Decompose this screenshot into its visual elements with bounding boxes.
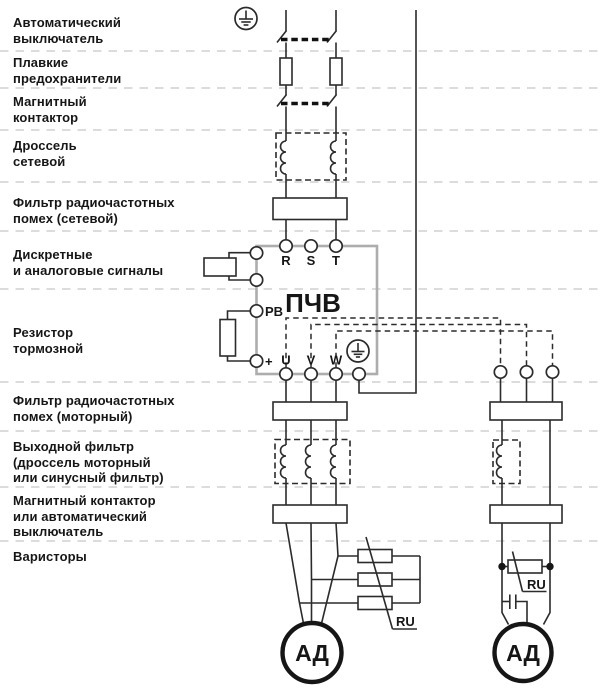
rfi-filter-motor-1	[273, 402, 347, 420]
output-filter-1	[275, 440, 350, 484]
motor-2-label: АД	[506, 640, 540, 666]
varistor-motor2-label: RU	[527, 577, 546, 592]
motor-2	[495, 624, 552, 681]
motor-1	[283, 623, 342, 682]
brake-resistor-symbol	[220, 311, 250, 361]
motor2-terminals	[494, 366, 558, 378]
motor-1-label: АД	[295, 640, 329, 666]
label-brake-resistor: Резистор тормозной	[13, 325, 84, 356]
varistor-bank	[300, 537, 421, 629]
motor-contactor-2	[490, 505, 562, 523]
label-contactor: Магнитный контактор	[13, 94, 87, 125]
label-fuses: Плавкие предохранители	[13, 55, 122, 86]
label-signals: Дискретные и аналоговые сигналы	[13, 247, 164, 278]
contactor-symbol	[277, 95, 337, 107]
circuit-breaker-symbol	[277, 31, 337, 43]
ground-icon	[235, 8, 257, 30]
terminal-w-label: W	[329, 352, 343, 368]
terminal-v-label: V	[306, 352, 316, 368]
label-line-choke: Дроссель сетевой	[13, 138, 77, 169]
drive-label: ПЧВ	[285, 288, 341, 318]
label-output-filter: Выходной фильтр (дроссель моторный или синусный фильтр)	[13, 439, 164, 485]
label-rfi-filter-motor: Фильтр радиочастотных помех (моторный)	[13, 393, 175, 424]
label-rfi-filter-line: Фильтр радиочастотных помех (сетевой)	[13, 195, 175, 226]
terminal-u-label: U	[281, 352, 291, 368]
fuse-symbols	[280, 58, 342, 85]
label-circuit-breaker: Автоматический выключатель	[13, 15, 121, 46]
output-dashed-wires	[286, 318, 553, 368]
terminal-plus-label: +	[265, 354, 273, 369]
varistor-bank-label: RU	[396, 614, 415, 629]
varistor-motor2	[498, 552, 553, 593]
drive-ground-icon	[347, 340, 369, 362]
terminal-pb-label: PB	[265, 304, 284, 319]
motor-contactor-1	[273, 505, 347, 523]
pe-conductor	[359, 10, 416, 393]
rfi-filter-motor-2	[490, 402, 562, 420]
terminal-s-label: S	[306, 253, 316, 268]
label-varistors: Варисторы	[13, 549, 87, 564]
terminal-t-label: T	[332, 253, 340, 268]
label-output-contactor: Магнитный контактор или автоматический выключатель	[13, 493, 156, 539]
rfi-filter-line	[273, 198, 347, 220]
terminal-r-label: R	[281, 253, 291, 268]
input-terminals	[280, 240, 342, 268]
drive-box	[250, 240, 552, 380]
output-filter-2	[493, 440, 520, 484]
signal-connector	[204, 253, 250, 280]
